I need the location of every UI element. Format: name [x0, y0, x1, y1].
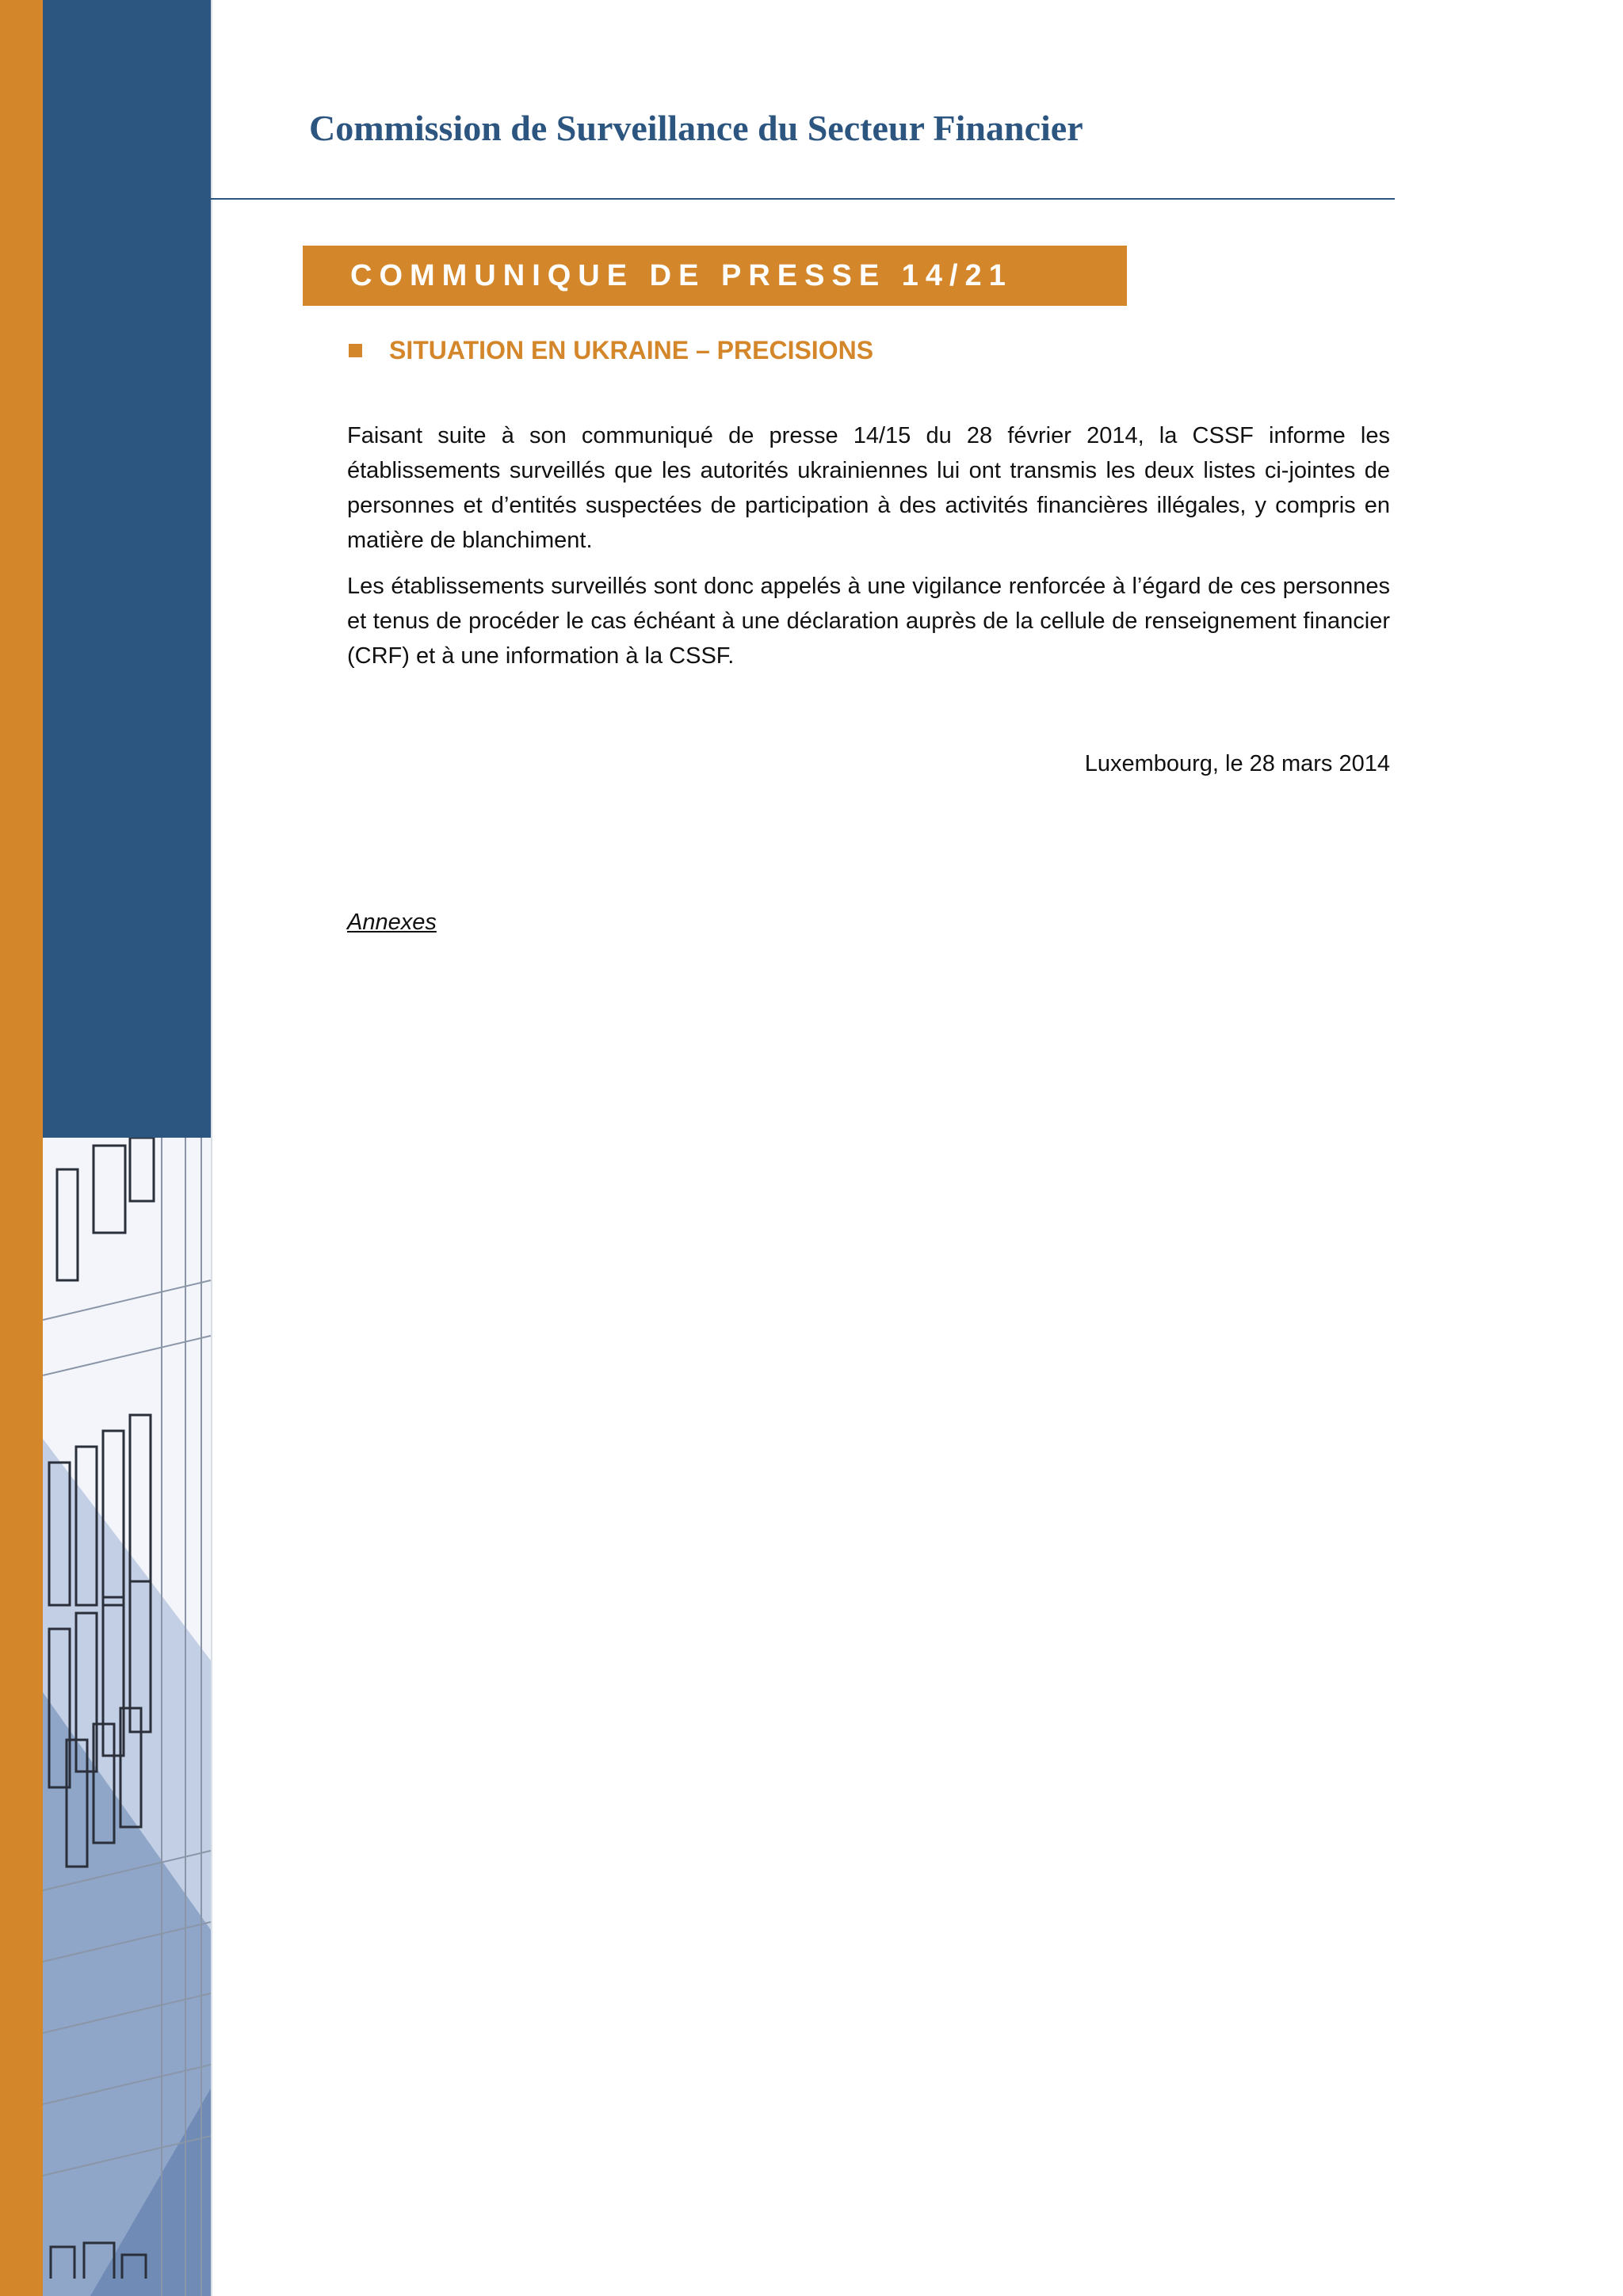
body-text — [347, 418, 1390, 685]
press-release-banner — [303, 246, 1127, 306]
paragraph: Les établissements surveillés sont donc appelés à une vigilance renforcée à l’égard de ces personnes et tenus de procéder le cas échéant à une déclaration auprès de la cellule de renseignement financier (CRF) et à une information à la CSSF. — [347, 574, 1390, 669]
sidebar-blue-panel — [43, 0, 211, 1138]
place-date: Luxembourg, le 28 mars 2014 — [1084, 751, 1390, 776]
subheading-text: SITUATION EN UKRAINE – PRECISIONS — [389, 336, 874, 364]
sidebar-orange-stripe — [0, 0, 43, 2296]
press-release-title: COMMUNIQUE DE PRESSE 14/21 — [350, 258, 1013, 292]
organization-name: Commission de Surveillance du Secteur Financier — [309, 108, 1083, 148]
subheading — [349, 336, 873, 365]
annexes-link[interactable]: Annexes — [347, 910, 437, 935]
paragraph: Faisant suite à son communiqué de presse 14/15 du 28 février 2014, la CSSF informe les établissements surveillés que les autorités ukrainiennes lui ont transmis les deux listes ci-jointes de personnes et d’entités suspectées de participation à des activités financières illégales, y compris en matière de blanchiment. — [347, 423, 1390, 553]
sidebar-edge — [211, 0, 212, 2296]
square-bullet-icon — [349, 344, 362, 357]
building-facade-image — [43, 1138, 211, 2296]
header-divider — [211, 198, 1395, 200]
